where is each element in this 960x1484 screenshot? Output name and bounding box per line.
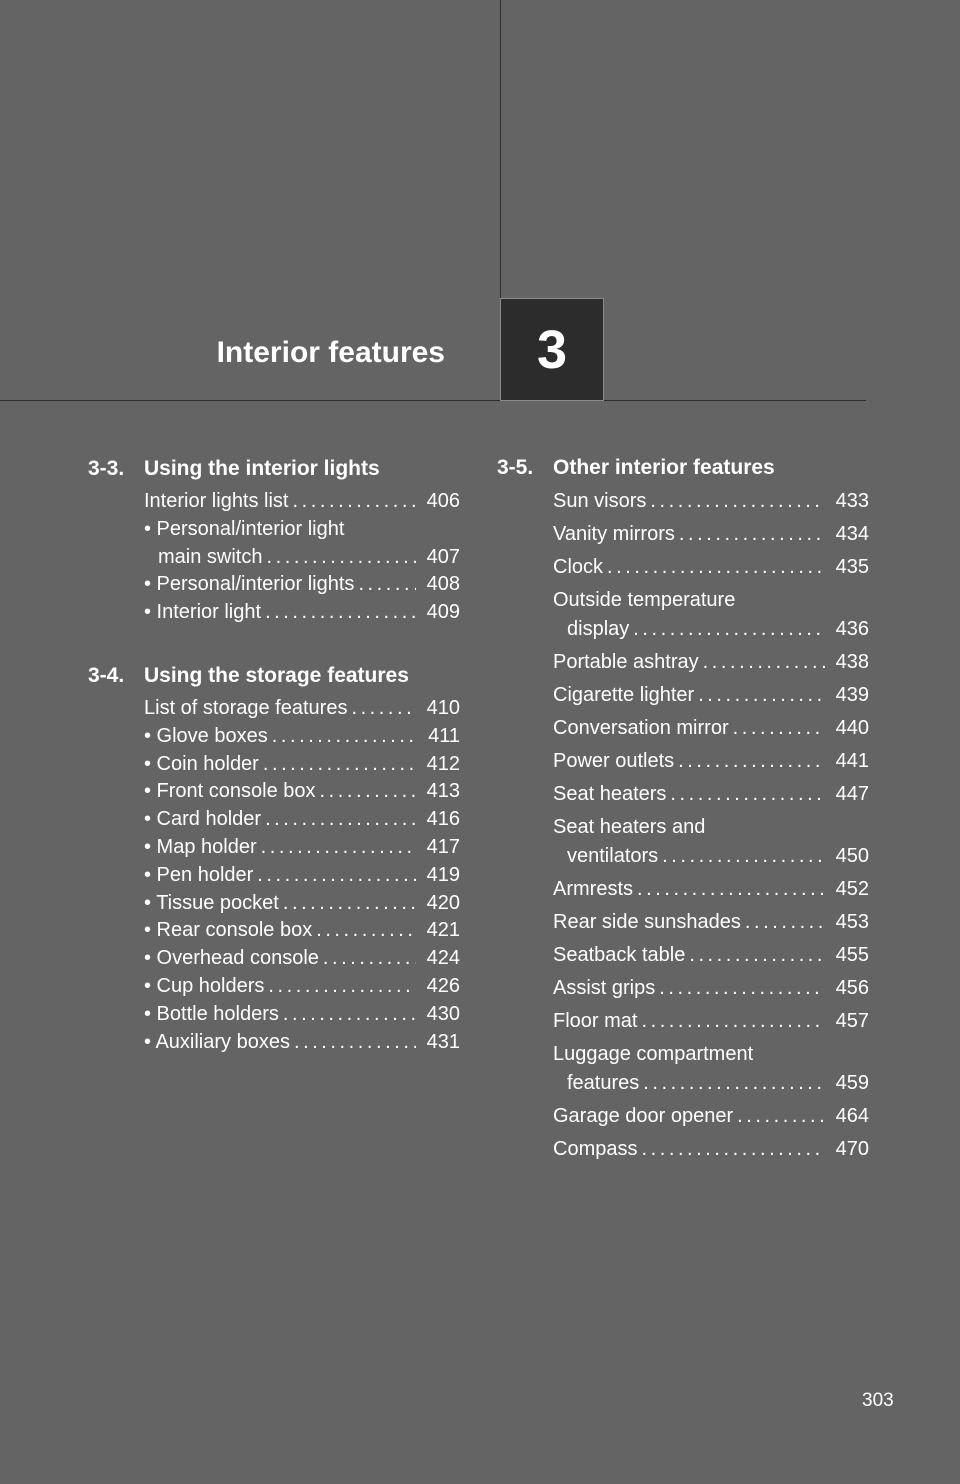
section-title: Using the interior lights (144, 457, 380, 480)
leader-dots (323, 945, 416, 973)
toc-column-right (497, 453, 869, 1168)
toc-entry-page: 408 (426, 573, 460, 596)
toc-entry[interactable] (553, 487, 869, 516)
section-heading (88, 661, 460, 691)
toc-entry[interactable] (553, 842, 869, 871)
toc-entry-label: • Personal/interior lights (144, 573, 355, 596)
leader-dots (670, 780, 825, 809)
toc-entry-line: • Personal/interior light (144, 517, 345, 540)
header-vertical-rule (500, 0, 501, 300)
toc-entry[interactable] (144, 917, 460, 945)
toc-entry-page: 426 (426, 974, 460, 997)
leader-dots (294, 1029, 416, 1057)
chapter-number: 3 (536, 319, 568, 380)
toc-entry[interactable] (553, 681, 869, 710)
leader-dots (257, 862, 416, 890)
toc-entry[interactable] (144, 544, 460, 572)
toc-entry-label: Portable ashtray (553, 651, 699, 673)
toc-entry[interactable] (144, 778, 460, 806)
leader-dots (737, 1102, 825, 1131)
toc-entry-label: • Auxiliary boxes (144, 1030, 290, 1053)
section-number: 3-3. (88, 457, 125, 480)
toc-entry-label: Power outlets (553, 750, 675, 772)
toc-entry[interactable] (553, 1135, 869, 1164)
toc-entry[interactable] (553, 908, 869, 937)
toc-entry-page: 407 (426, 545, 460, 568)
section-heading (497, 453, 869, 483)
toc-entry-label: Seatback table (553, 944, 686, 966)
section-items (497, 487, 869, 1164)
leader-dots (633, 615, 825, 644)
leader-dots (641, 1007, 825, 1036)
toc-entry-page: 438 (835, 651, 869, 673)
toc-entry-label: ventilators (567, 845, 659, 867)
toc-entry-label: • Interior light (144, 601, 262, 624)
section-heading (88, 454, 460, 484)
toc-entry-page: 464 (835, 1105, 869, 1127)
leader-dots (641, 1135, 825, 1164)
toc-section-3-5 (497, 453, 869, 1164)
toc-entry-label: List of storage features (144, 696, 348, 719)
leader-dots (698, 681, 825, 710)
toc-entry-page: 452 (835, 878, 869, 900)
toc-entry-label: • Overhead console (144, 947, 319, 970)
toc-entry-label: Rear side sunshades (553, 911, 741, 933)
section-title: Other interior features (553, 456, 775, 479)
page-number: 303 (862, 1390, 894, 1411)
toc-entry[interactable] (553, 941, 869, 970)
leader-dots (268, 973, 416, 1001)
leader-dots (703, 648, 825, 677)
toc-entry-label: Armrests (553, 878, 633, 900)
toc-entry-page: 453 (835, 911, 869, 933)
section-items (88, 695, 460, 1056)
toc-entry[interactable] (553, 520, 869, 549)
section-number: 3-4. (88, 663, 125, 687)
leader-dots (679, 520, 825, 549)
toc-entry-page: 410 (426, 696, 460, 719)
toc-entry-page: 455 (835, 944, 869, 966)
toc-entry[interactable] (144, 1001, 460, 1029)
toc-entry-label: Clock (553, 556, 604, 578)
toc-entry-label: Vanity mirrors (553, 523, 675, 545)
leader-dots (689, 941, 825, 970)
leader-dots (745, 908, 825, 937)
toc-entry-page: 406 (426, 490, 460, 512)
toc-entry-label: • Pen holder (144, 863, 254, 886)
toc-entry-line: Luggage compartment (553, 1043, 754, 1065)
leader-dots (283, 1001, 416, 1029)
toc-entry-page: 439 (835, 684, 869, 706)
toc-entry-label: • Rear console box (144, 919, 313, 942)
toc-entry-label: • Tissue pocket (144, 891, 279, 914)
toc-entry-page: 456 (835, 977, 869, 999)
leader-dots (266, 544, 416, 572)
toc-entry-page: 420 (426, 891, 460, 914)
toc-entry-label: • Coin holder (144, 752, 259, 775)
toc-entry-label: Assist grips (553, 977, 656, 999)
toc-entry[interactable] (553, 553, 869, 582)
chapter-number-badge (500, 298, 604, 401)
leader-dots (261, 834, 416, 862)
toc-entry-page: 447 (835, 783, 869, 805)
toc-entry-label: • Cup holders (144, 974, 265, 997)
toc-entry[interactable] (553, 974, 869, 1003)
section-items (88, 488, 460, 627)
toc-entry-page: 450 (835, 845, 869, 867)
toc-entry-label: Conversation mirror (553, 717, 729, 739)
toc-entry-page: 409 (426, 601, 460, 624)
toc-entry-label: Cigarette lighter (553, 684, 695, 706)
toc-entry[interactable] (144, 695, 460, 723)
toc-entry[interactable] (553, 1069, 869, 1098)
toc-entry-label: Sun visors (553, 490, 647, 512)
leader-dots (607, 553, 825, 582)
toc-section-3-4 (88, 661, 460, 1056)
toc-entry[interactable] (144, 599, 460, 627)
leader-dots (351, 695, 416, 723)
toc-entry-page: 470 (835, 1138, 869, 1160)
toc-entry[interactable] (144, 488, 460, 516)
toc-entry-label: Floor mat (553, 1010, 638, 1032)
toc-entry-page: 457 (835, 1010, 869, 1032)
toc-entry-page: 412 (426, 752, 460, 775)
toc-section-3-3 (88, 454, 460, 627)
toc-entry[interactable] (553, 875, 869, 904)
toc-entry-page: 430 (426, 1002, 460, 1025)
toc-entry-page: 419 (426, 863, 460, 886)
toc-entry[interactable] (144, 1029, 460, 1057)
toc-entry[interactable] (553, 615, 869, 644)
toc-entry[interactable] (144, 973, 460, 1001)
leader-dots (650, 487, 825, 516)
toc-entry-page: 459 (835, 1072, 869, 1094)
toc-entry-line: Seat heaters and (553, 816, 706, 838)
toc-entry-label: features (567, 1072, 640, 1094)
toc-column-left (88, 454, 460, 1056)
toc-entry-label: • Glove boxes (144, 724, 268, 747)
toc-entry-page: 436 (835, 618, 869, 640)
toc-entry[interactable] (553, 1102, 869, 1131)
leader-dots (662, 842, 825, 871)
chapter-title: Interior features (216, 336, 445, 369)
toc-entry[interactable] (144, 751, 460, 779)
leader-dots (637, 875, 825, 904)
toc-entry-page: 433 (835, 490, 869, 512)
toc-entry-label: display (567, 618, 630, 640)
section-number: 3-5. (497, 456, 534, 479)
toc-entry[interactable] (144, 806, 460, 834)
leader-dots (263, 751, 416, 779)
toc-entry-page: 424 (426, 947, 460, 970)
leader-dots (659, 974, 825, 1003)
toc-entry[interactable] (144, 862, 460, 890)
leader-dots (265, 599, 416, 627)
toc-entry[interactable] (553, 714, 869, 743)
toc-entry-page: 413 (426, 780, 460, 803)
leader-dots (293, 488, 417, 516)
toc-entry[interactable] (144, 945, 460, 973)
toc-entry-page: 431 (426, 1030, 460, 1053)
toc-entry-line: Outside temperature (553, 589, 736, 611)
toc-entry-label: Seat heaters (553, 783, 667, 805)
toc-entry-page: 440 (835, 717, 869, 739)
toc-entry-page: 421 (426, 919, 460, 942)
toc-entry[interactable] (144, 571, 460, 599)
toc-entry-page: 411 (428, 724, 460, 747)
toc-entry-label: • Map holder (144, 835, 257, 858)
toc-entry-label: • Front console box (144, 780, 316, 803)
leader-dots (283, 890, 416, 918)
leader-dots (678, 747, 825, 776)
toc-entry-page: 434 (835, 523, 869, 545)
toc-entry-label: Garage door opener (553, 1105, 734, 1127)
toc-entry-label: • Card holder (144, 808, 262, 831)
toc-entry[interactable] (553, 1007, 869, 1036)
toc-entry-page: 416 (426, 808, 460, 831)
toc-entry-label: main switch (158, 545, 263, 568)
toc-entry[interactable] (553, 780, 869, 809)
section-title: Using the storage features (144, 663, 409, 687)
toc-entry[interactable] (144, 890, 460, 918)
toc-entry-page: 435 (835, 556, 869, 578)
leader-dots (320, 778, 416, 806)
toc-entry[interactable] (144, 834, 460, 862)
toc-entry-page: 417 (426, 835, 460, 858)
leader-dots (265, 806, 416, 834)
toc-entry-page: 441 (835, 750, 869, 772)
leader-dots (316, 917, 416, 945)
toc-entry[interactable] (553, 747, 869, 776)
toc-entry-label: • Bottle holders (144, 1002, 279, 1025)
leader-dots (358, 571, 416, 599)
leader-dots (272, 723, 416, 751)
leader-dots (643, 1069, 825, 1098)
toc-entry[interactable] (553, 648, 869, 677)
toc-entry-label: Interior lights list (144, 490, 289, 512)
leader-dots (733, 714, 825, 743)
header-horizontal-rule (0, 400, 866, 401)
toc-entry[interactable] (144, 723, 460, 751)
toc-entry-label: Compass (553, 1138, 638, 1160)
